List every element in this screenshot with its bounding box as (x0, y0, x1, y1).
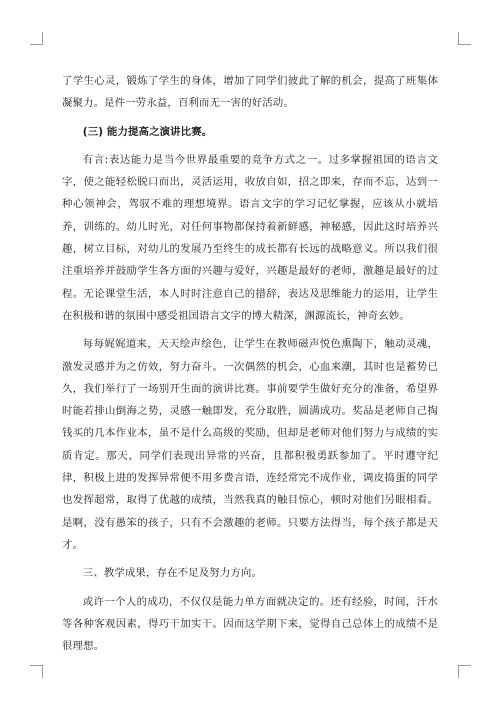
paragraph-4: 或许一个人的成功，不仅仅是能力单方面就决定的。还有经验，时间，汗水等各种客观因素，得巧干加实干。因而这学期下来，觉得自己总体上的成绩不是很理想。 (62, 595, 438, 653)
section-heading-speech-contest: (三) 能力提高之演讲比赛。 (82, 125, 213, 138)
crop-mark-top-right (458, 32, 471, 45)
crop-mark-top-left (30, 32, 43, 45)
paragraph-1: 了学生心灵，锻炼了学生的身体，增加了同学们彼此了解的机会，提高了班集体凝聚力。是件一劳永益，百利而无一害的好活动。 (62, 75, 438, 110)
crop-mark-bottom-left (30, 665, 43, 678)
crop-mark-bottom-right (458, 665, 471, 678)
paragraph-2: 有言:表达能力是当今世界最重要的竞争方式之一。过多掌握祖国的语言文字，使之能轻松脱口而出，灵活运用，收放自如，招之即来，存而不忘，达到一种心领神会，驾驭不难的理想境界。语言文字的学习记忆掌握，应该从小就培养，训练的。幼儿时光，对任何事物都保持着新鲜感，神秘感，因此这时培养兴趣，树立目标，对幼儿的发展乃至终生的成长都有长远的战略意义。所以我们很注重培养并鼓励学生各方面的兴趣与爱好，兴趣是最好的老师，激趣是最好的过程。无论课堂生活，本人时时注意自己的措辞，表达及思维能力的运用，让学生在积极和谐的氛围中感受祖国语言文字的博大精深，渊源流长，神奇玄妙。 (62, 153, 438, 322)
paragraph-3: 每每娓娓道来，天天绘声绘色，让学生在教师磁声悦色熏陶下，触动灵魂，激发灵感并为之仿效，努力奋斗。一次偶然的机会，心血来潮，其时也是蓄势已久，我们举行了一场别开生面的演讲比赛。事前要学生做好充分的准备，希望界时能若排山倒海之势，灵感一触即发，充分取胜，圆满成功。奖品是老师自己掏钱买的几本作业本，虽不是什么高级的奖励，但却是老师对他们努力与成绩的实质肯定。那天，同学们表现出异常的兴奋，且都积极勇跃参加了。平时遵守纪律，积极上进的发挥异常便不用多费言语，连经常完不成作业，调皮捣蛋的同学也发挥超常，取得了优越的成绩，当然我真的触目惊心，顿时对他们另眼相看。是啊，没有愚笨的孩子，只有不会激趣的老师。只要方法得当，每个孩子都是天才。 (62, 338, 438, 551)
section-heading-results: 三、教学成果，存在不足及努力方向。 (82, 567, 262, 580)
document-body (62, 70, 438, 663)
